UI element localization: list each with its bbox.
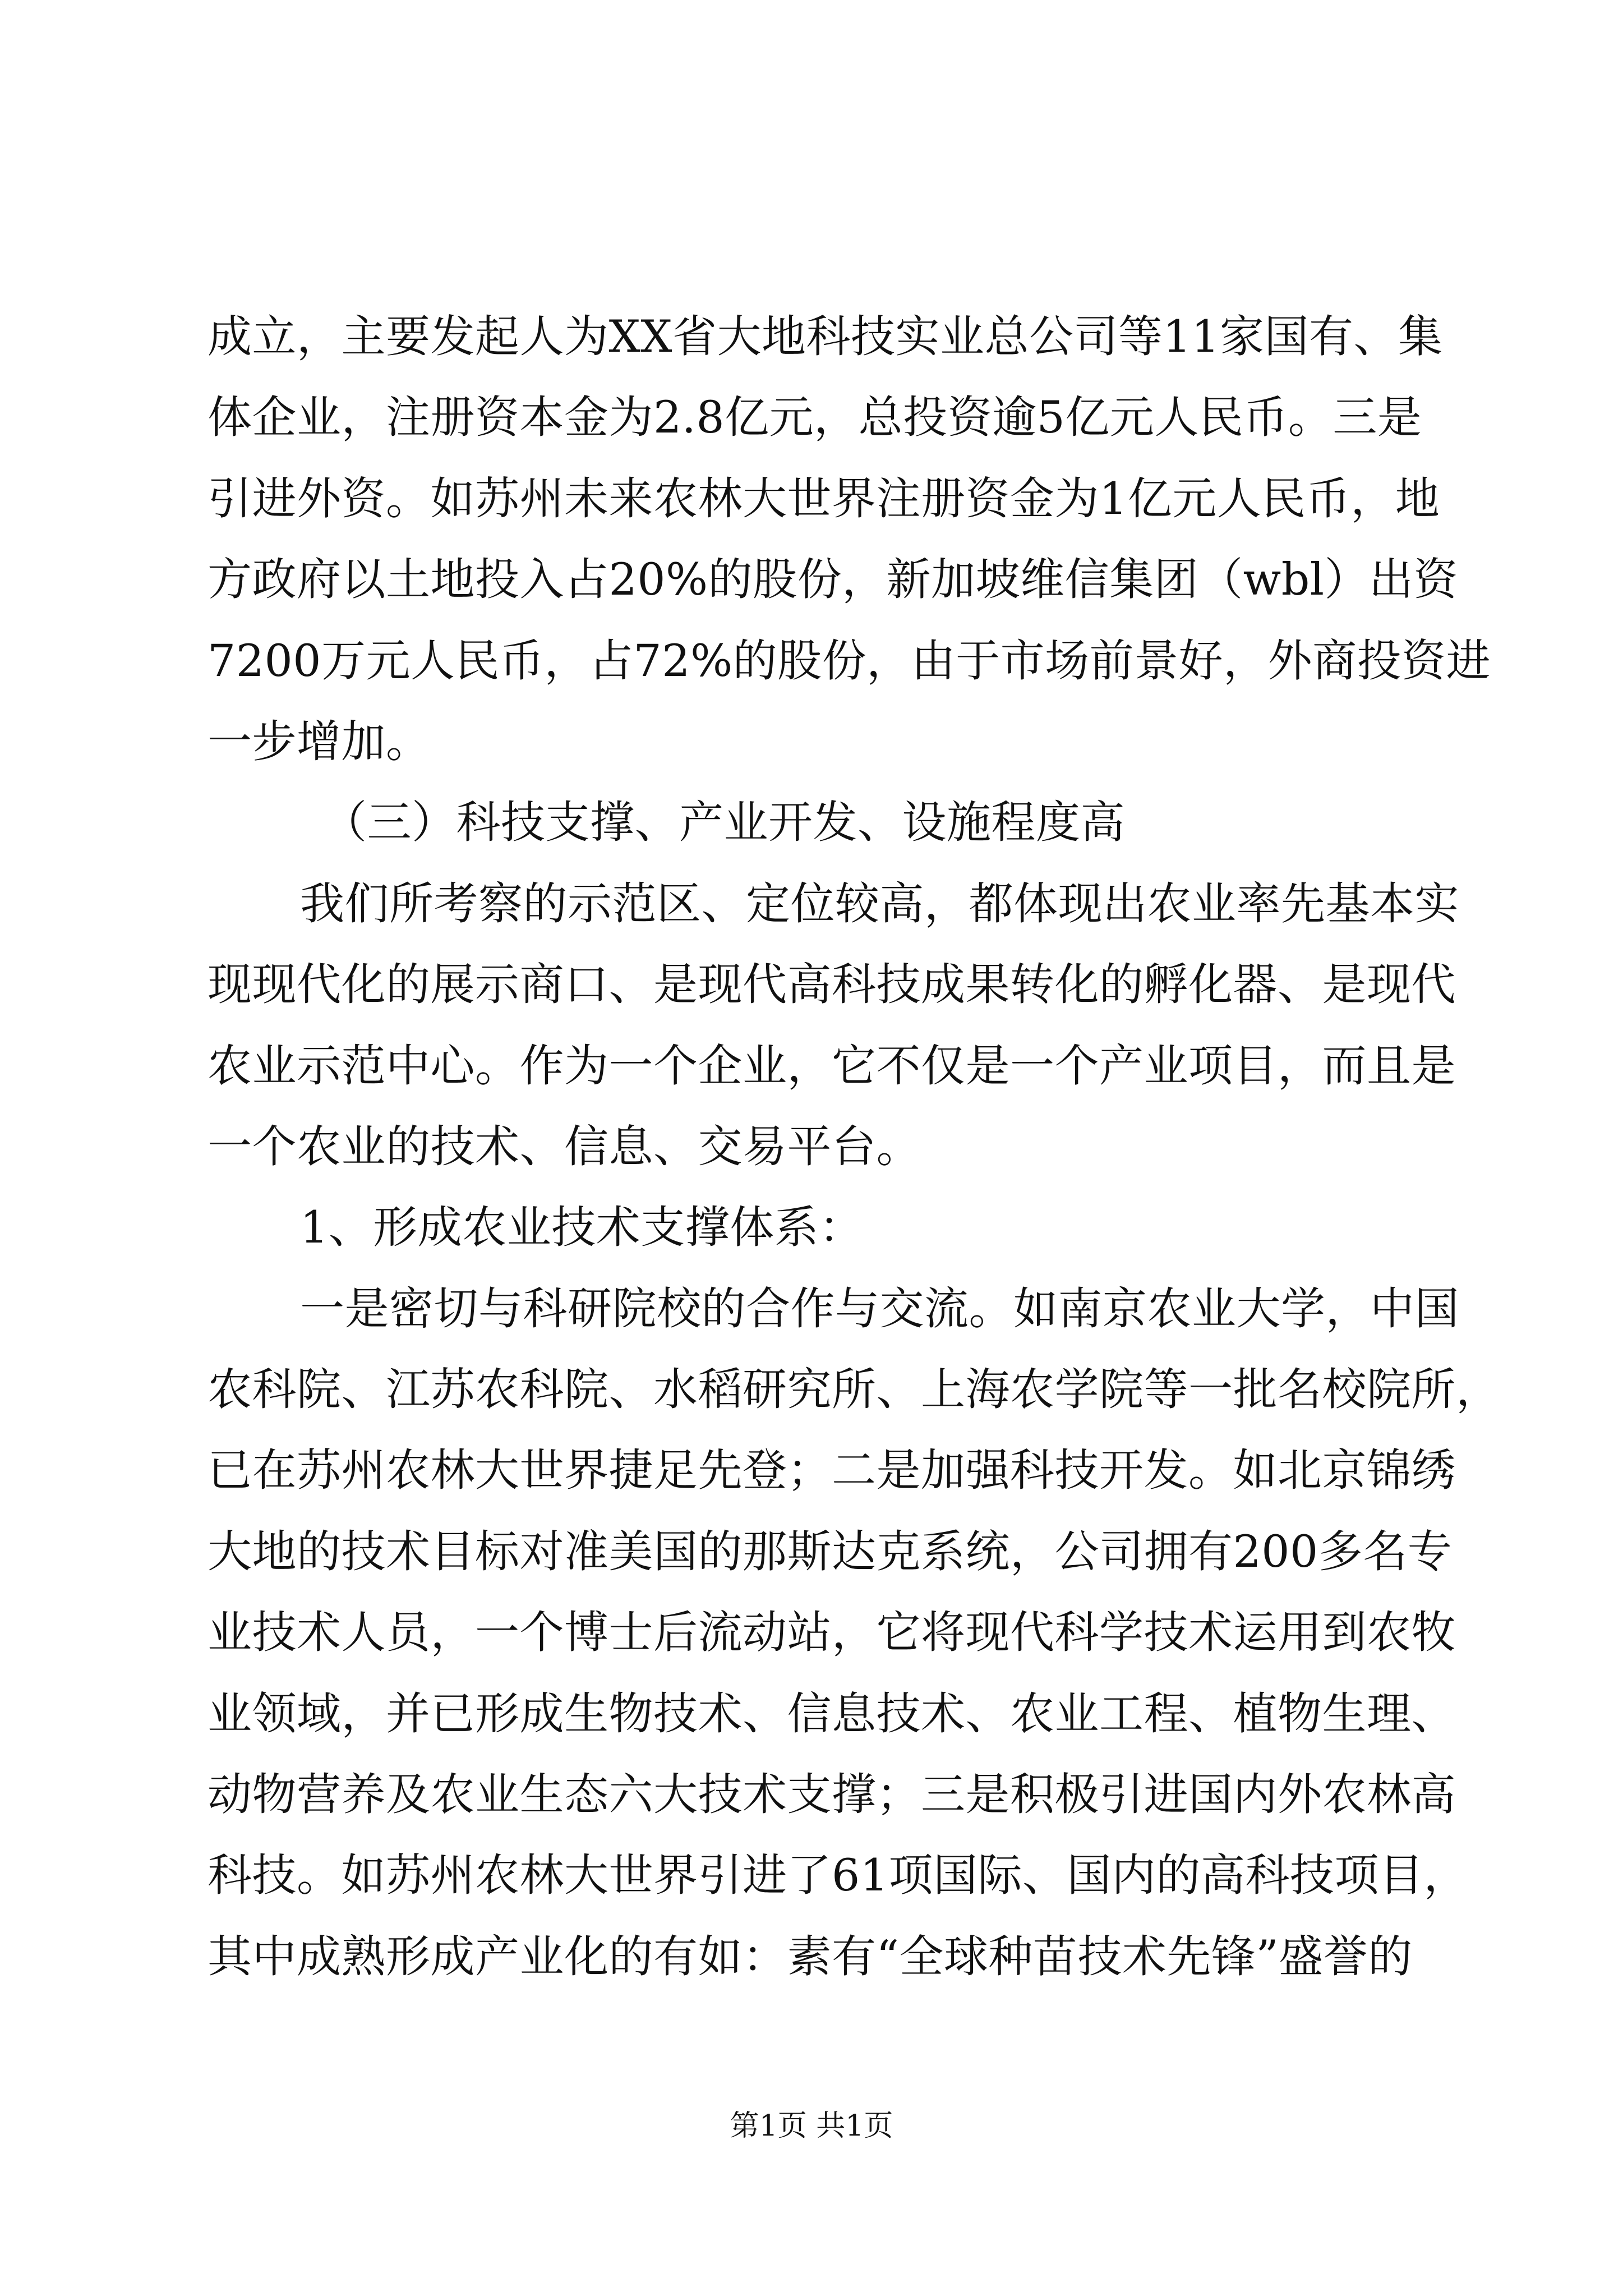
subsection-heading: 1、形成农业技术支撑体系： bbox=[300, 1202, 864, 1254]
text-line-6: 一步增加。 bbox=[208, 715, 431, 767]
text-line-3: 引进外资。如苏州未来农林大世界注册资金为1亿元人民币，地 bbox=[208, 472, 1440, 524]
text-line-16: 大地的技术目标对准美国的那斯达克系统，公司拥有200多名专 bbox=[208, 1525, 1453, 1577]
text-line-13: 一是密切与科研院校的合作与交流。如南京农业大学，中国 bbox=[300, 1282, 1459, 1335]
text-line-11: 一个农业的技术、信息、交易平台。 bbox=[208, 1120, 921, 1172]
text-line-10: 农业示范中心。作为一个企业，它不仅是一个产业项目，而且是 bbox=[208, 1039, 1456, 1092]
text-line-17: 业技术人员，一个博士后流动站，它将现代科学技术运用到农牧 bbox=[208, 1607, 1456, 1659]
text-line-14: 农科院、江苏农科院、水稻研究所、上海农学院等一批名校院所， bbox=[208, 1364, 1501, 1416]
text-line-8: 我们所考察的示范区、定位较高，都体现出农业率先基本实 bbox=[300, 877, 1459, 930]
text-line-19: 动物营养及农业生态六大技术支撑；三是积极引进国内外农林高 bbox=[208, 1769, 1456, 1821]
text-line-1: 成立，主要发起人为XX省大地科技实业总公司等11家国有、集 bbox=[208, 311, 1443, 362]
text-line-5: 7200万元人民币，占72%的股份，由于市场前景好，外商投资进 bbox=[208, 634, 1491, 687]
text-line-15: 已在苏州农林大世界捷足先登；二是加强科技开发。如北京锦绣 bbox=[208, 1444, 1456, 1497]
text-line-20: 科技。如苏州农林大世界引进了61项国际、国内的高科技项目， bbox=[208, 1849, 1469, 1902]
page-number-label: 第1页 共1页 bbox=[730, 2109, 893, 2143]
text-line-21: 其中成熟形成产业化的有如：素有“全球种苗技术先锋”盛誉的 bbox=[208, 1930, 1413, 1982]
page-footer bbox=[0, 2106, 1623, 2146]
text-line-4: 方政府以土地投入占20%的股份，新加坡维信集团（wbl）出资 bbox=[208, 554, 1459, 606]
document-body bbox=[208, 296, 1501, 1997]
text-line-2: 体企业，注册资本金为2.8亿元，总投资逾5亿元人民币。三是 bbox=[208, 392, 1422, 444]
text-line-18: 业领域，并已形成生物技术、信息技术、农业工程、植物生理、 bbox=[208, 1687, 1456, 1740]
text-line-9: 现现代化的展示商口、是现代高科技成果转化的孵化器、是现代 bbox=[208, 959, 1456, 1011]
section-heading: （三）科技支撑、产业开发、设施程度高 bbox=[322, 797, 1125, 849]
